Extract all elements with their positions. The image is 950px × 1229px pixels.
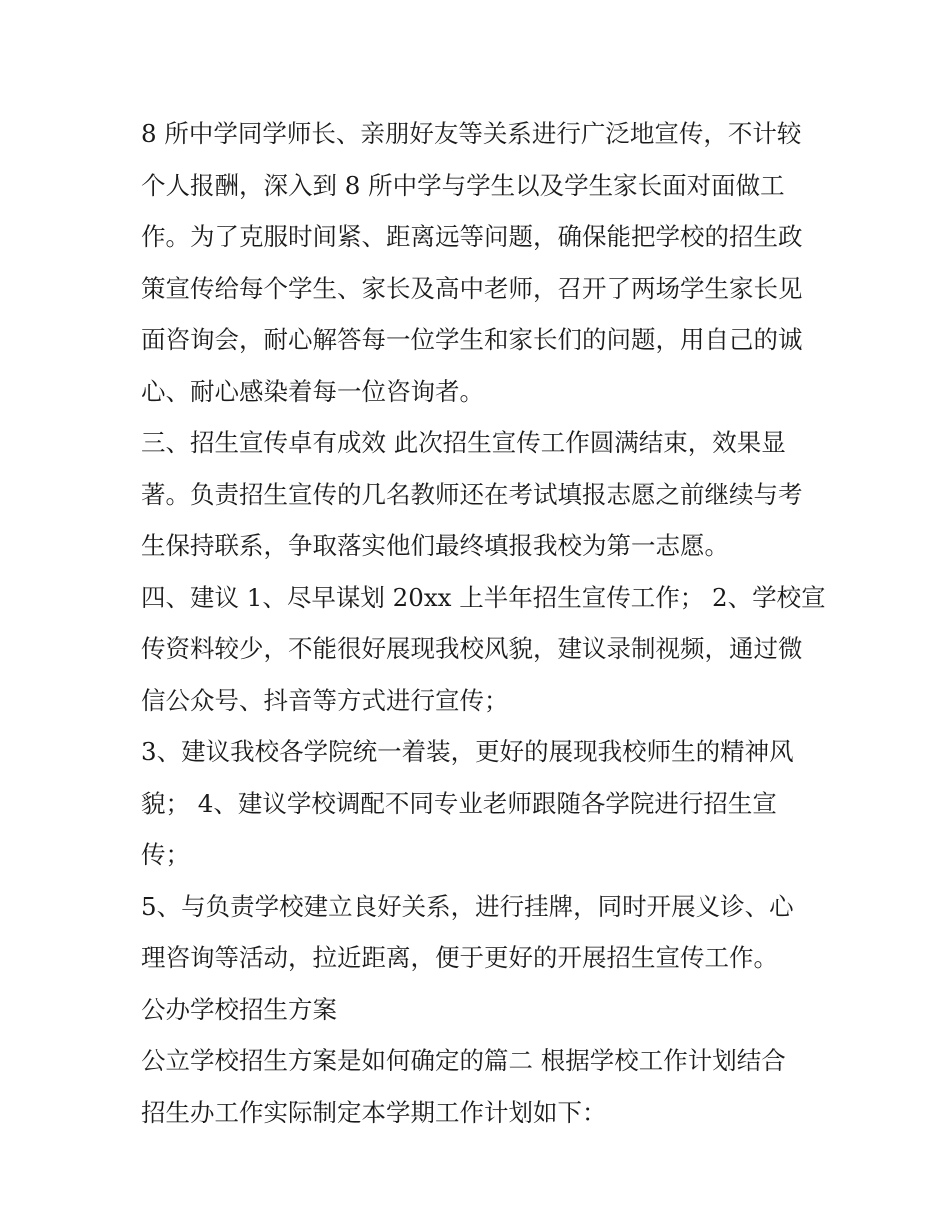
- suggestion-3-line: 3、建议我校各学院统一着装，更好的展现我校师生的精神风: [141, 737, 794, 766]
- section-four-line: 四、建议 1、尽早谋划 20xx 上半年招生宣传工作； 2、学校宣: [141, 582, 826, 612]
- text-line: 传；: [141, 840, 190, 869]
- section-heading: 公办学校招生方案: [141, 994, 337, 1024]
- text-line: 作。为了克服时间紧、距离远等问题，确保能把学校的招生政: [141, 222, 803, 251]
- text-line: 传资料较少，不能很好展现我校风貌，建议录制视频，通过微: [141, 634, 803, 663]
- text-line: 著。负责招生宣传的几名教师还在考试填报志愿之前继续与考: [141, 479, 803, 509]
- text-line: 个人报酬，深入到 8 所中学与学生以及学生家长面对面做工: [141, 170, 785, 200]
- text-line: 8 所中学同学师长、亲朋好友等关系进行广泛地宣传，不计较: [141, 119, 802, 148]
- text-line: 理咨询等活动，拉近距离，便于更好的开展招生宣传工作。: [141, 943, 778, 972]
- text-line: 信公众号、抖音等方式进行宣传；: [141, 685, 509, 715]
- text-line: 公立学校招生方案是如何确定的篇二 根据学校工作计划结合: [141, 1046, 786, 1075]
- text-line: 面咨询会，耐心解答每一位学生和家长们的问题，用自己的诚: [141, 325, 803, 354]
- section-three-line: 三、招生宣传卓有成效 此次招生宣传工作圆满结束，效果显: [141, 428, 786, 457]
- text-line: 招生办工作实际制定本学期工作计划如下：: [141, 1097, 607, 1127]
- text-line: 心、耐心感染着每一位咨询者。: [141, 376, 484, 406]
- text-line: 貌； 4、建议学校调配不同专业老师跟随各学院进行招生宣: [141, 788, 777, 818]
- text-line: 生保持联系，争取落实他们最终填报我校为第一志愿。: [141, 531, 729, 560]
- document-body: [141, 108, 826, 1138]
- text-line: 策宣传给每个学生、家长及高中老师，召开了两场学生家长见: [141, 273, 803, 303]
- suggestion-5-line: 5、与负责学校建立良好关系，进行挂牌，同时开展义诊、心: [141, 891, 794, 921]
